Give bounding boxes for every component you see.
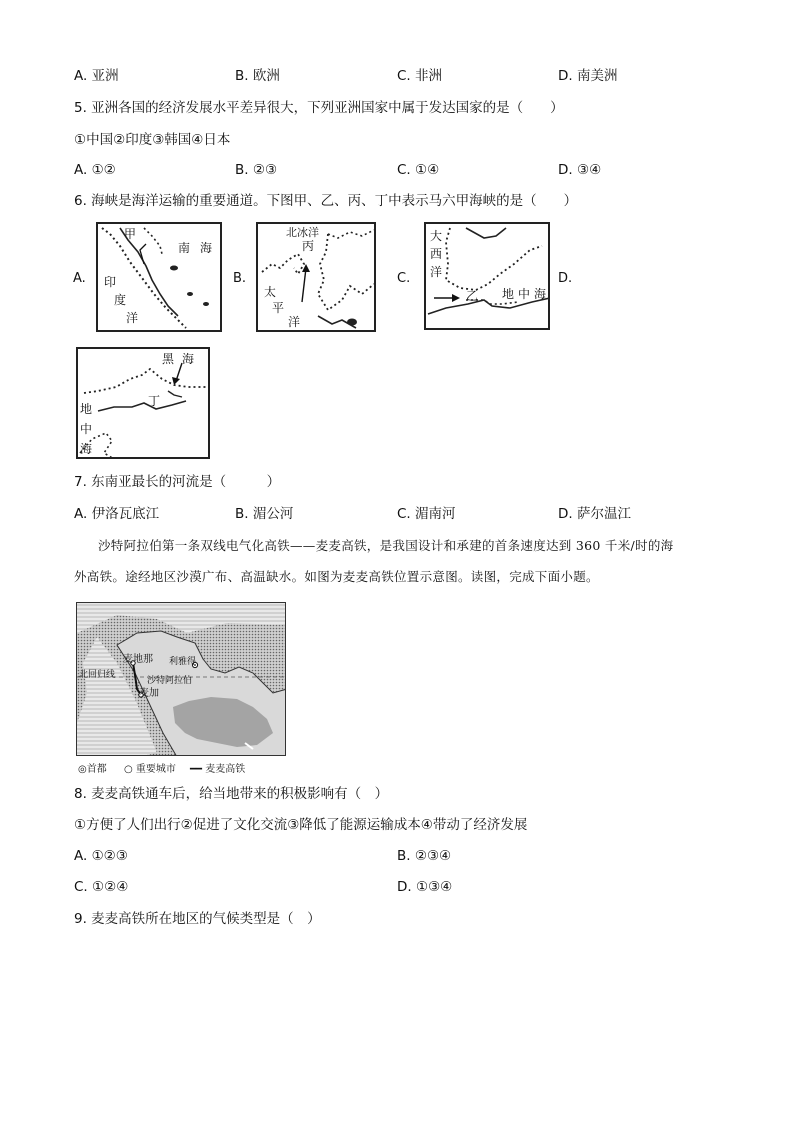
map-d-label-ding: 丁 xyxy=(148,394,161,408)
map-b-label-yang: 洋 xyxy=(288,315,301,329)
map-c-label-yang: 洋 xyxy=(430,265,443,279)
map-b-label-ping: 平 xyxy=(272,301,285,315)
label-tropic-of-cancer: 北回归线 xyxy=(79,670,116,680)
q5-option-c: C. ①④ xyxy=(397,162,440,178)
map-d-label-hei: 黑 xyxy=(162,352,175,366)
q5-option-a: A. ①② xyxy=(74,162,116,178)
q6-option-a-letter: A. xyxy=(73,271,86,286)
q4-option-b: B. 欧洲 xyxy=(235,68,280,84)
q6-map-d xyxy=(76,347,210,459)
map-d-label-hai: 海 xyxy=(182,352,195,366)
map-c-label-yi: 乙 xyxy=(466,289,479,303)
legend-capital: ◎首都 xyxy=(78,764,107,775)
q7-option-a: A. 伊洛瓦底江 xyxy=(74,506,160,522)
map-c-label-xi: 西 xyxy=(430,247,443,261)
label-medina: 麦地那 xyxy=(123,654,153,665)
legend-railway: ━━ 麦麦高铁 xyxy=(190,764,246,775)
q7-stem: 7. 东南亚最长的河流是（ ） xyxy=(74,474,281,490)
q8-option-a: A. ①②③ xyxy=(74,848,128,864)
q5-option-d: D. ③④ xyxy=(558,162,602,178)
q7-option-d: D. 萨尔温江 xyxy=(558,506,631,522)
q8-statements: ①方便了人们出行②促进了文化交流③降低了能源运输成本④带动了经济发展 xyxy=(74,817,528,833)
map-c-label-zhong: 中 xyxy=(518,287,531,301)
map-b-label-tai: 太 xyxy=(264,285,277,299)
q4-option-c: C. 非洲 xyxy=(397,68,443,84)
map-d-label-di: 地 xyxy=(80,402,93,416)
map-c-coastline xyxy=(426,224,550,330)
passage-line-1: 沙特阿拉伯第一条双线电气化高铁——麦麦高铁，是我国设计和承建的首条速度达到 360 千米/时的海 xyxy=(98,538,674,553)
q9-stem: 9. 麦麦高铁所在地区的气候类型是（ ） xyxy=(74,911,321,927)
map-d-label-hai2: 海 xyxy=(80,442,93,456)
map-c-label-hai: 海 xyxy=(534,287,547,301)
q7-option-c: C. 湄南河 xyxy=(397,506,456,522)
q6-map-c xyxy=(424,222,550,330)
map-a-label-yin: 印 xyxy=(104,275,117,289)
q8-option-b: B. ②③④ xyxy=(397,848,452,864)
q6-stem: 6. 海峡是海洋运输的重要通道。下图甲、乙、丙、丁中表示马六甲海峡的是（ ） xyxy=(74,193,578,209)
map-a-label-jia: 甲 xyxy=(124,227,137,241)
map-c-label-da: 大 xyxy=(430,229,443,243)
q5-stem: 5. 亚洲各国的经济发展水平差异很大，下列亚洲国家中属于发达国家的是（ ） xyxy=(74,100,564,116)
q6-map-b xyxy=(256,222,376,332)
map-a-label-hai: 海 xyxy=(200,241,213,255)
passage-line-2: 外高铁。途经地区沙漠广布、高温缺水。如图为麦麦高铁位置示意图。读图，完成下面小题。 xyxy=(74,569,599,584)
q4-option-d: D. 南美洲 xyxy=(558,68,618,84)
map-b-label-bing: 丙 xyxy=(302,239,315,253)
q8-option-d: D. ①③④ xyxy=(397,879,453,895)
label-saudi-arabia: 沙特阿拉伯 xyxy=(147,676,193,686)
q5-option-b: B. ②③ xyxy=(235,162,278,178)
q5-statements: ①中国②印度③韩国④日本 xyxy=(74,132,231,148)
map-b-label-arctic: 北冰洋 xyxy=(286,226,319,239)
label-riyadh: 利雅得 xyxy=(169,657,197,667)
map-a-label-nan: 南 xyxy=(178,241,191,255)
map-d-label-zhong: 中 xyxy=(80,422,93,436)
q6-option-d-letter: D. xyxy=(558,271,573,286)
q7-option-b: B. 湄公河 xyxy=(235,506,294,522)
q6-option-b-letter: B. xyxy=(233,271,247,286)
railway-location-map xyxy=(76,602,286,756)
q4-option-a: A. 亚洲 xyxy=(74,68,119,84)
map-a-label-du: 度 xyxy=(114,293,127,307)
map-a-label-yang: 洋 xyxy=(126,311,139,325)
q8-option-c: C. ①②④ xyxy=(74,879,129,895)
q6-map-a xyxy=(96,222,222,332)
label-mecca: 麦加 xyxy=(139,688,159,699)
q8-stem: 8. 麦麦高铁通车后，给当地带来的积极影响有（ ） xyxy=(74,786,389,802)
map-c-label-di: 地 xyxy=(502,287,515,301)
map-b-coastline xyxy=(258,224,376,332)
q6-option-c-letter: C. xyxy=(397,271,411,286)
legend-major-city: ○ 重要城市 xyxy=(124,764,176,775)
